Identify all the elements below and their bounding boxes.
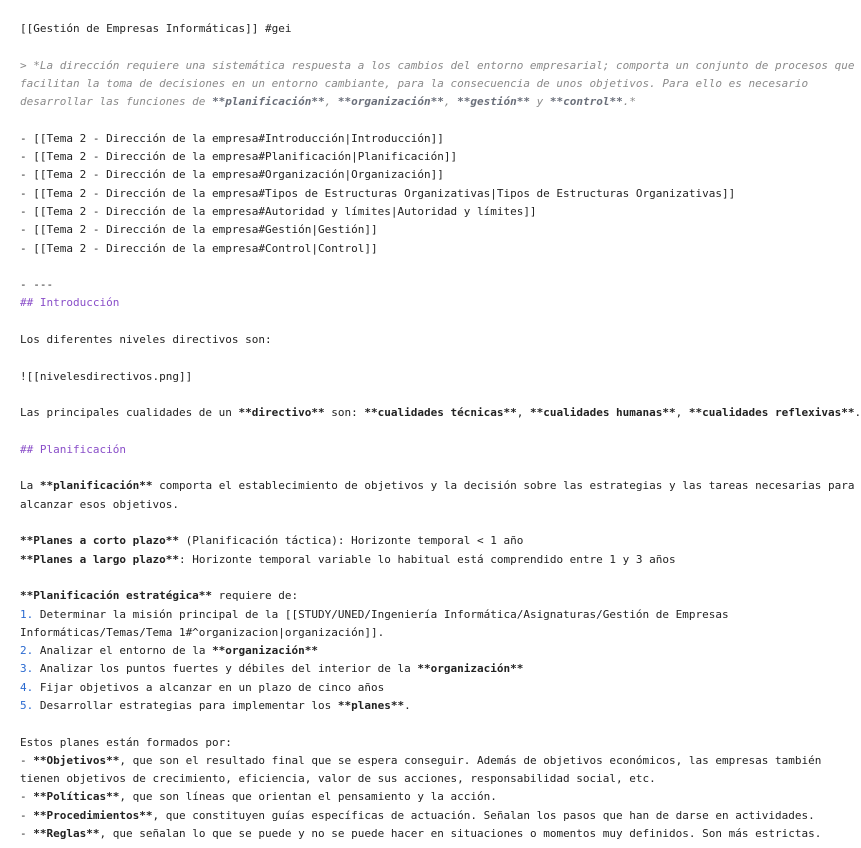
quote-end: .* xyxy=(622,95,636,109)
blank-line xyxy=(20,111,828,129)
text: , que son el resultado final que se espera conseguir. Además de objetivos económicos, las empresas también tienen objetivos de crecimiento, eficiencia, valor de sus acciones, responsabilidad social, etc. xyxy=(20,753,822,786)
text: Desarrollar estrategias para implementar los xyxy=(33,698,338,712)
text: Determinar la misión principal de la [[STUDY/UNED/Ingeniería Informática/Asignaturas/Gestión de Empresas Informáticas/Temas/Tema 1#^organizacion|organización]]. xyxy=(20,607,729,639)
text: : Horizonte temporal variable lo habitual está comprendido entre 1 y 3 años xyxy=(178,552,676,566)
blank-line xyxy=(20,423,828,441)
text: , que constituyen guías específicas de actuación. Señalan los pasos que han de darse en actividades. xyxy=(152,808,815,822)
blank-line xyxy=(20,38,828,56)
blank-line xyxy=(20,514,828,532)
list-item xyxy=(20,660,828,678)
bold-politicas: **Políticas** xyxy=(33,790,120,804)
bullet-marker: - xyxy=(20,753,34,767)
text: . xyxy=(404,698,411,712)
quote-bold-gestion: **gestión** xyxy=(457,95,530,109)
image-embed[interactable]: ![[nivelesdirectivos.png]] xyxy=(20,369,193,383)
paragraph-niveles: Los diferentes niveles directivos son: xyxy=(20,333,272,347)
quote-sep: , xyxy=(324,95,338,109)
list-item xyxy=(20,642,828,660)
bold-corto-plazo: **Planes a corto plazo** xyxy=(20,534,179,548)
text: , xyxy=(516,406,530,420)
paragraph-planificacion xyxy=(20,477,855,514)
quote-bold-control: **control** xyxy=(549,95,623,109)
text: Fijar objetivos a alcanzar en un plazo de cinco años xyxy=(33,680,385,694)
bullet-marker: - xyxy=(20,827,34,841)
title-line: [[Gestión de Empresas Informáticas]] #gei xyxy=(20,22,292,35)
blank-line xyxy=(20,459,828,477)
list-number: 3. xyxy=(20,662,34,676)
text: La xyxy=(20,479,40,493)
quote-sep: , xyxy=(443,95,458,109)
text: son: xyxy=(324,406,365,420)
text: , que son líneas que orientan el pensamiento y la acción. xyxy=(119,790,497,804)
blank-line xyxy=(20,569,828,587)
list-item xyxy=(20,697,828,715)
text: (Planificación táctica): Horizonte temporal < 1 año xyxy=(178,534,524,548)
toc-link[interactable]: - [[Tema 2 - Dirección de la empresa#Planificación|Planificación]] xyxy=(20,150,458,164)
list-item xyxy=(20,606,740,643)
quote-sep: y xyxy=(529,95,550,109)
blank-line xyxy=(20,386,828,404)
text: , que señalan lo que se puede y no se puede hacer en situaciones o momentos muy definidos. Son más estrictas. xyxy=(99,827,822,841)
bold-organizacion: **organización** xyxy=(417,662,524,676)
bold-planificacion-estrategica: **Planificación estratégica** xyxy=(20,589,213,603)
blank-line xyxy=(20,258,828,276)
blank-line xyxy=(20,313,828,331)
text: Las principales cualidades de un xyxy=(20,406,239,420)
planes-largo-plazo xyxy=(20,551,828,569)
bold-cualidades-tecnicas: **cualidades técnicas** xyxy=(364,406,517,420)
text: requiere de: xyxy=(212,589,299,603)
bullet-marker: - xyxy=(20,808,34,822)
blank-line xyxy=(20,349,828,367)
paragraph-cualidades xyxy=(20,404,861,422)
planes-corto-plazo xyxy=(20,532,828,550)
blank-line xyxy=(20,715,828,733)
bold-organizacion: **organización** xyxy=(212,644,319,658)
bold-objetivos: **Objetivos** xyxy=(33,753,120,767)
bold-cualidades-reflexivas: **cualidades reflexivas** xyxy=(688,406,855,420)
bullet-item xyxy=(20,825,828,843)
text: Analizar el entorno de la xyxy=(33,644,213,658)
bold-planificacion: **planificación** xyxy=(39,479,153,493)
text: , xyxy=(675,406,689,420)
list-number: 5. xyxy=(20,698,34,712)
quote-bold-planificacion: **planificación** xyxy=(212,95,325,109)
heading-planificacion: ## Planificación xyxy=(20,442,126,456)
list-number: 1. xyxy=(20,607,34,621)
bullet-item xyxy=(20,752,855,789)
bullet-item xyxy=(20,788,828,806)
bullet-item xyxy=(20,807,828,825)
toc-link[interactable]: - [[Tema 2 - Dirección de la empresa#Introducción|Introducción]] xyxy=(20,131,444,145)
toc-link[interactable]: - [[Tema 2 - Dirección de la empresa#Gestión|Gestión]] xyxy=(20,223,378,237)
paragraph-formados: Estos planes están formados por: xyxy=(20,735,232,749)
bold-planes: **planes** xyxy=(337,698,405,712)
text: Analizar los puntos fuertes y débiles del interior de la xyxy=(33,662,418,676)
bullet-marker: - xyxy=(20,790,34,804)
planificacion-estrategica xyxy=(20,587,828,605)
list-number: 2. xyxy=(20,644,34,658)
list-item xyxy=(20,679,828,697)
quote-text: > *La dirección requiere una sistemática respuesta a los cambios del entorno empresarial; comporta un conjunto de procesos que facilitan la toma de decisiones en un entorno cambiante, para la consecuencia de unos objetivos. Para ello es necesario desarrollar las funciones de xyxy=(20,58,855,109)
bold-reglas: **Reglas** xyxy=(33,827,100,841)
bold-cualidades-humanas: **cualidades humanas** xyxy=(529,406,676,420)
horizontal-rule: - --- xyxy=(20,278,54,292)
bold-procedimientos: **Procedimientos** xyxy=(33,808,153,822)
toc-link[interactable]: - [[Tema 2 - Dirección de la empresa#Autoridad y límites|Autoridad y límites]] xyxy=(20,204,537,218)
toc-link[interactable]: - [[Tema 2 - Dirección de la empresa#Organización|Organización]] xyxy=(20,168,444,182)
quote-bold-organizacion: **organización** xyxy=(337,95,444,109)
blockquote xyxy=(20,57,860,112)
text: . xyxy=(854,406,861,420)
list-number: 4. xyxy=(20,680,34,694)
heading-introduccion: ## Introducción xyxy=(20,296,120,310)
text: comporta el establecimiento de objetivos y la decisión sobre las estrategias y las tareas necesarias para alcanzar esos objetivos. xyxy=(20,479,855,511)
bold-largo-plazo: **Planes a largo plazo** xyxy=(20,552,179,566)
toc-link[interactable]: - [[Tema 2 - Dirección de la empresa#Control|Control]] xyxy=(20,241,378,255)
toc-link[interactable]: - [[Tema 2 - Dirección de la empresa#Tipos de Estructuras Organizativas|Tipos de Estructuras Organizativas]] xyxy=(20,186,736,200)
bold-directivo: **directivo** xyxy=(238,406,325,420)
